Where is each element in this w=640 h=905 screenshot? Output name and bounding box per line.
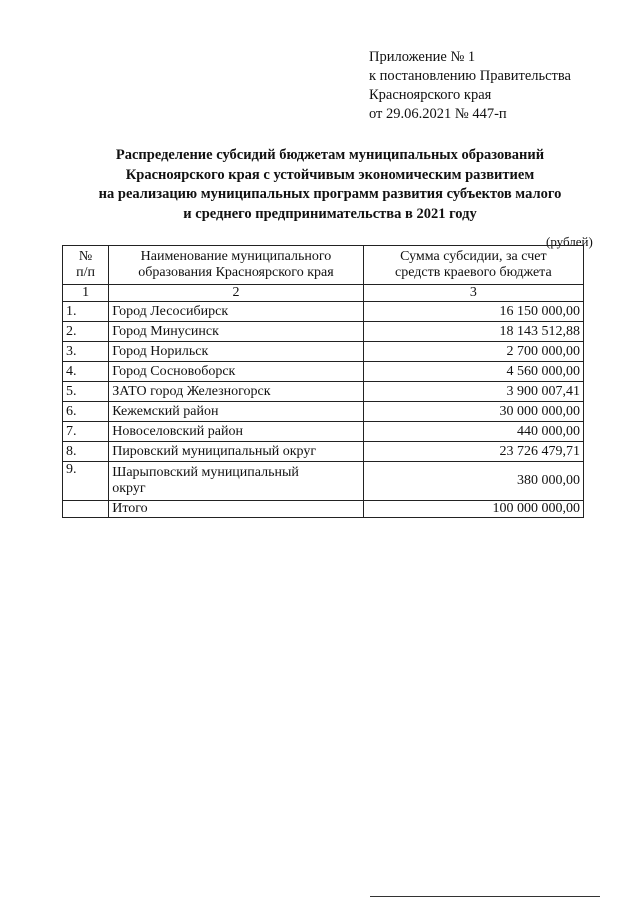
total-number-empty	[63, 501, 109, 518]
total-amount: 100 000 000,00	[363, 501, 583, 518]
column-number-1: 1	[63, 285, 109, 302]
header-municipality	[109, 246, 363, 285]
row-municipality	[109, 462, 363, 501]
appendix-header	[369, 48, 571, 124]
total-row	[63, 501, 584, 518]
row-amount: 16 150 000,00	[363, 302, 583, 322]
table-row	[63, 362, 584, 382]
row-amount: 2 700 000,00	[363, 342, 583, 362]
header-number-line-2: п/п	[76, 265, 96, 280]
row-municipality: ЗАТО город Железногорск	[109, 382, 363, 402]
row-amount: 30 000 000,00	[363, 402, 583, 422]
header-subsidy-amount	[363, 246, 583, 285]
row-amount: 18 143 512,88	[363, 322, 583, 342]
subsidies-table	[62, 245, 584, 518]
header-number-line-1: №	[78, 249, 93, 264]
row-number: 9.	[63, 462, 109, 501]
header-number	[63, 246, 109, 285]
table-header-row	[63, 246, 584, 285]
header-subsidy-line-1: Сумма субсидии, за счет	[400, 249, 547, 264]
row-municipality: Пировский муниципальный округ	[109, 442, 363, 462]
title-line-1: Распределение субсидий бюджетам муниципальных образований	[115, 147, 545, 163]
row-amount: 380 000,00	[363, 462, 583, 501]
table-row	[63, 302, 584, 322]
row-municipality: Город Сосновоборск	[109, 362, 363, 382]
row-amount: 440 000,00	[363, 422, 583, 442]
table-row	[63, 442, 584, 462]
row-number: 3.	[63, 342, 109, 362]
row-number: 7.	[63, 422, 109, 442]
row-municipality: Город Минусинск	[109, 322, 363, 342]
column-number-3: 3	[363, 285, 583, 302]
appendix-line-1: Приложение № 1	[369, 49, 476, 65]
row-amount: 3 900 007,41	[363, 382, 583, 402]
title-line-3: на реализацию муниципальных программ развития субъектов малого	[98, 186, 562, 202]
table-row	[63, 382, 584, 402]
row-number: 4.	[63, 362, 109, 382]
table-row	[63, 462, 584, 501]
footer-divider	[370, 896, 600, 897]
row-municipality: Город Норильск	[109, 342, 363, 362]
currency-unit-note: (рублей)	[546, 234, 593, 249]
row-municipality: Город Лесосибирск	[109, 302, 363, 322]
table-row	[63, 322, 584, 342]
title-line-2: Красноярского края с устойчивым экономическим развитием	[125, 166, 535, 183]
appendix-line-4: от 29.06.2021 № 447-п	[369, 106, 507, 122]
row-number: 6.	[63, 402, 109, 422]
row-amount: 4 560 000,00	[363, 362, 583, 382]
row-number: 1.	[63, 302, 109, 322]
row-municipality: Новоселовский район	[109, 422, 363, 442]
table-row	[63, 402, 584, 422]
header-municipality-line-1: Наименование муниципального	[140, 249, 332, 264]
appendix-line-3: Красноярского края	[369, 87, 492, 103]
row-amount: 23 726 479,71	[363, 442, 583, 462]
row-municipality-line-1: Шарыповский муниципальный	[112, 465, 299, 480]
header-municipality-line-2: образования Красноярского края	[138, 265, 334, 280]
header-subsidy-line-2: средств краевого бюджета	[395, 265, 552, 280]
row-number: 8.	[63, 442, 109, 462]
title-line-4: и среднего предпринимательства в 2021 году	[183, 205, 477, 222]
table-row	[63, 342, 584, 362]
row-municipality-line-2: округ	[112, 481, 146, 496]
total-label: Итого	[109, 501, 363, 518]
appendix-line-2: к постановлению Правительства	[369, 68, 571, 84]
row-number: 2.	[63, 322, 109, 342]
column-numbers-row	[63, 285, 584, 302]
row-number: 5.	[63, 382, 109, 402]
row-municipality: Кежемский район	[109, 402, 363, 422]
document-title	[40, 146, 620, 224]
column-number-2: 2	[109, 285, 363, 302]
table-row	[63, 422, 584, 442]
